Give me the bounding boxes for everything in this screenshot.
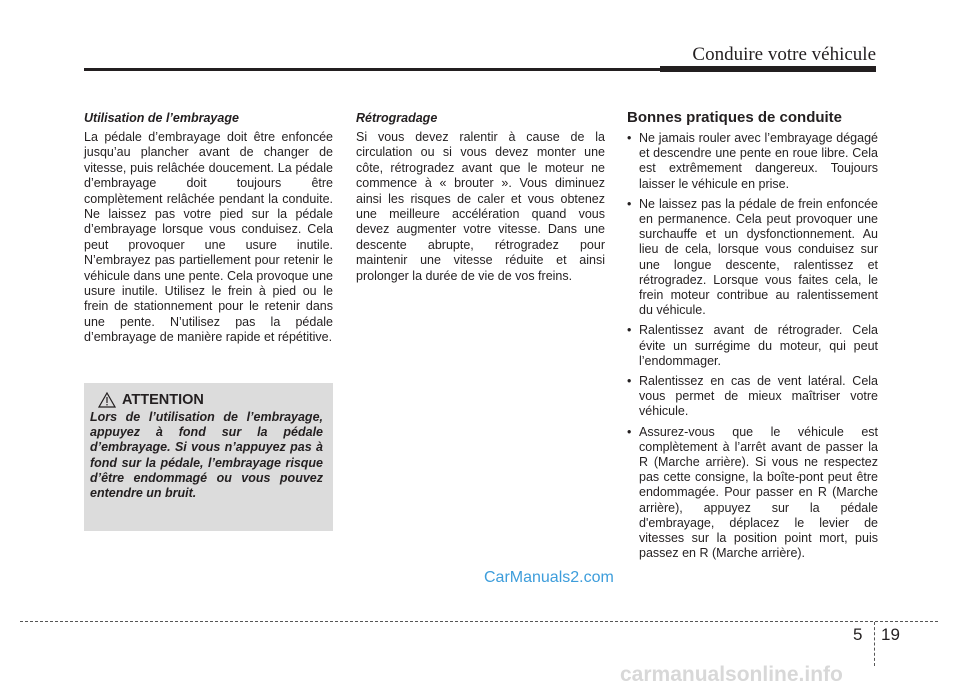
- list-item: • Ne laissez pas la pédale de frein enfoncée en permanence. Cela peut provoquer une surchauffe et un dysfonctionnement. Au lieu de cela, lorsque vous conduisez sur une longue descente, ralentissez et rétrogradez. Lorsque vous faites cela, le frein moteur contribue au ralentissement du véhicule.: [627, 196, 878, 318]
- header-title: Conduire votre véhicule: [692, 44, 876, 65]
- attention-header: [90, 392, 323, 408]
- good-practices-heading: Bonnes pratiques de conduite: [627, 109, 843, 126]
- list-item: • Ralentissez avant de rétrograder. Cela évite un surrégime du moteur, qui peut l’endommager.: [627, 323, 878, 368]
- attention-text: Lors de l’utilisation de l’embrayage, appuyez à fond sur la pédale d’embrayage. Si vous n’appuyez pas à fond sur la pédale, l’embrayage risque d’être endommagé ou vous pouvez entendre un bruit.: [90, 410, 323, 501]
- attention-box: [84, 383, 333, 531]
- watermark-link[interactable]: CarManuals2.com: [484, 569, 614, 586]
- footer-divider: [20, 621, 938, 622]
- clutch-heading: Utilisation de l’embrayage: [84, 111, 239, 125]
- column-middle: [356, 111, 605, 284]
- column-left: [84, 111, 333, 346]
- site-watermark: carmanualsonline.info: [620, 663, 843, 686]
- downshift-heading: Rétrogradage: [356, 111, 438, 125]
- clutch-paragraph: La pédale d’embrayage doit être enfoncée jusqu’au plancher avant de changer de vitesse, puis relâchée doucement. La pédale d’embrayage doit toujours être complètement relâchée pendant la conduite. Ne laissez pas votre pied sur la pédale d’embrayage lorsque vous conduisez. Cela peut provoquer une usure inutile. N’embrayez pas partiellement pour retenir le véhicule dans une pente. Cela provoque une usure inutile. Utilisez le frein à pied ou le frein de stationnement pour le retenir dans une pente. N’utilisez pas la pédale d’embrayage de manière rapide et répétitive.: [84, 130, 333, 345]
- header-rule-accent: [660, 66, 876, 72]
- downshift-paragraph: Si vous devez ralentir à cause de la circulation ou si vous devez monter une côte, rétrogradez avant que le moteur ne commence à « brouter ». Vous diminuez ainsi les risques de caler et vous obtenez une meilleure accélération quand vous devez augmenter votre vitesse. Dans une descente abrupte, rétrogradez pour maintenir une vitesse réduite et ainsi prolonger la durée de vie de vos freins.: [356, 130, 605, 283]
- column-right: [627, 109, 878, 566]
- page-number-divider: [874, 622, 875, 666]
- list-item: • Ne jamais rouler avec l’embrayage dégagé et descendre une pente en roue libre. Cela est extrêmement dangereux. Toujours laisser le véhicule en prise.: [627, 131, 878, 191]
- chapter-number: 5: [853, 625, 863, 644]
- attention-title: ATTENTION: [122, 392, 204, 408]
- page-number: 19: [881, 625, 900, 644]
- good-practices-list: [627, 131, 878, 561]
- list-item: • Assurez-vous que le véhicule est complètement à l’arrêt avant de passer la R (Marche arrière). Si vous ne respectez pas cette consigne, la boîte-pont peut être endommagée. Pour passer en R (Marche arrière), appuyez sur la pédale d'embrayage, déplacez le levier de vitesses sur la position point mort, puis passez en R (Marche arrière).: [627, 424, 878, 561]
- list-item: • Ralentissez en cas de vent latéral. Cela vous permet de mieux maîtriser votre véhicule.: [627, 374, 878, 419]
- warning-triangle-icon: [98, 392, 116, 408]
